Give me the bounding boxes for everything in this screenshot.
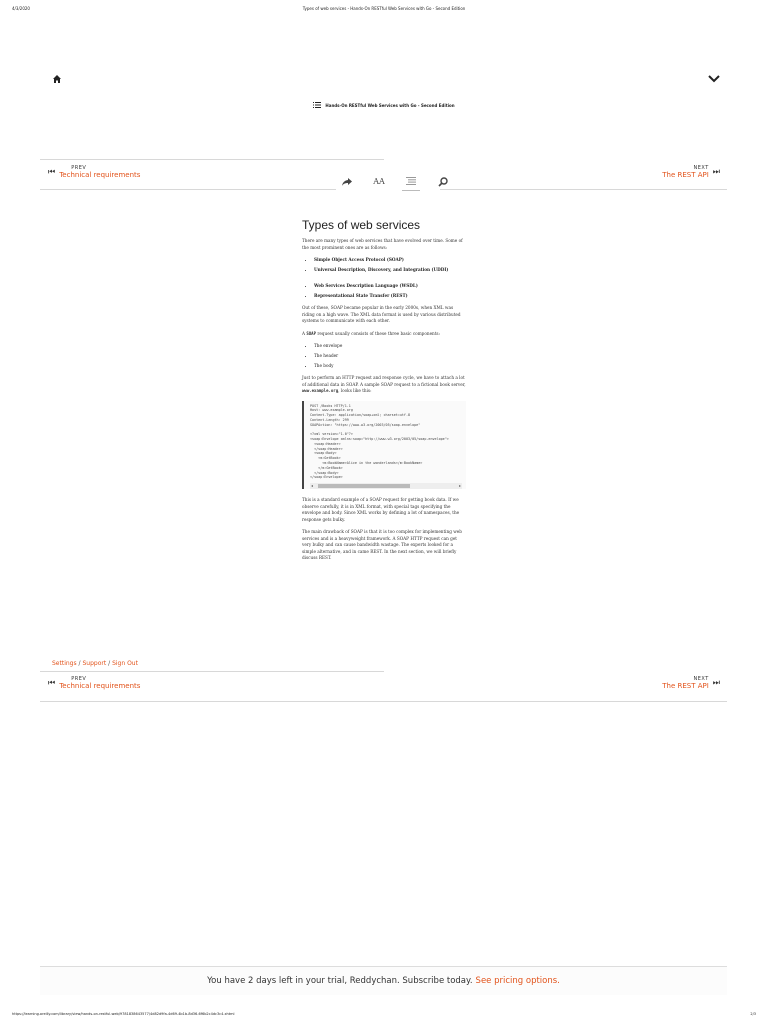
- skip-next-icon: ⏭: [712, 678, 720, 687]
- print-date: 4/3/2020: [12, 6, 30, 11]
- page-title: Types of web services: [302, 218, 421, 232]
- table-of-contents-icon[interactable]: [402, 172, 420, 191]
- list-item: • The envelope: [314, 343, 466, 349]
- separator: /: [78, 660, 81, 667]
- paragraph: There are many types of web services that have evolved over time. Some of the most prominent ones are as follows:: [302, 238, 463, 250]
- support-link[interactable]: Support: [82, 660, 107, 667]
- inline-code: SOAP: [306, 330, 316, 336]
- service-list: [302, 257, 466, 299]
- list-item: • Simple Object Access Protocol (SOAP): [314, 257, 466, 263]
- paragraph: Out of these, SOAP became popular in the early 2000s, when XML was riding on a high wave. The XML data format is used by various distributed systems to communicate with each other.: [302, 305, 461, 323]
- text-span: request usually consists of these three basic components:: [316, 330, 440, 336]
- skip-next-icon: ⏭: [712, 167, 720, 176]
- share-icon[interactable]: [338, 173, 356, 191]
- list-item: • The header: [314, 353, 466, 359]
- next-link[interactable]: The REST API: [662, 171, 709, 179]
- divider: [40, 701, 727, 702]
- list-item: • Universal Description, Discovery, and Integration (UDDI): [314, 267, 466, 273]
- paragraph: [302, 375, 466, 395]
- prev-label: PREV: [71, 676, 87, 682]
- skip-previous-icon: ⏮: [48, 167, 56, 176]
- text-span: A: [302, 330, 307, 336]
- reader-toolbar: [338, 172, 452, 191]
- list-item: • The body: [314, 363, 466, 369]
- separator: /: [108, 660, 111, 667]
- print-page-number: 2/3: [750, 1012, 756, 1016]
- trial-text: You have 2 days left in your trial, Reddychan. Subscribe today.: [207, 976, 473, 986]
- divider: [40, 159, 384, 160]
- font-size-label: AA: [373, 177, 385, 186]
- next-nav-bottom[interactable]: [662, 676, 720, 690]
- divider: [40, 671, 384, 672]
- book-title: Hands-On RESTful Web Services with Go - Second Edition: [325, 103, 455, 108]
- list-icon: [313, 102, 321, 109]
- print-url: https://learning.oreilly.com/library/view/hands-on-restful-web/9781838643577/4d82d9fa-4d69-4b1b-8d36-6f6b2c4dc3c4.xhtml: [12, 1012, 235, 1016]
- prev-nav-top[interactable]: [48, 165, 140, 179]
- text-span: Just to perform an HTTP request and response cycle, we have to attach a lot of additional data in SOAP. A sample SOAP request to a fictional book server,: [302, 375, 466, 387]
- next-nav-top[interactable]: [662, 165, 720, 179]
- signout-link[interactable]: Sign Out: [112, 660, 138, 667]
- skip-previous-icon: ⏮: [48, 678, 56, 687]
- home-icon[interactable]: [50, 72, 64, 86]
- paragraph: This is a standard example of a SOAP request for getting book data. If we observe carefully, it is in XML format, with special tags specifying the envelope and body. Since XML works by defining a lot of namespaces, the response gets bulky.: [302, 497, 460, 522]
- inline-code: www.example.org: [302, 388, 339, 393]
- divider: [40, 189, 336, 190]
- code-text: POST /Books HTTP/1.1 Host: www.example.org Content-Type: application/soap+xml; charset=utf-8 Content-Length: 299 SOAPAction: "https://www.w3.org/2003/05/soap-envelope" <?xml version="1.0"?> <soap:Envelope xmlns:soap="http://www.w3.org/2003/05/soap-envelope"> <soap:Header> </soap:Header> <soap:Body> <m:GetBook> <m:BookName>Alice in the wonderlands</m:BookName> </m:GetBook> </soap:Body> </soap:Envelope>: [310, 403, 449, 480]
- trial-banner: [40, 966, 727, 995]
- code-block: [302, 401, 466, 490]
- print-title: Types of web services - Hands-On RESTful Web Services with Go - Second Edition: [302, 6, 466, 11]
- scroll-left-icon[interactable]: ◂: [311, 483, 314, 489]
- prev-label: PREV: [71, 165, 87, 171]
- list-item: • Web Services Description Language (WSDL): [314, 283, 466, 289]
- chevron-down-icon[interactable]: [706, 72, 722, 86]
- book-title-link[interactable]: [0, 102, 768, 109]
- text-span: , looks like this:: [338, 388, 372, 393]
- scroll-right-icon[interactable]: ▸: [458, 483, 461, 489]
- next-label: NEXT: [693, 165, 709, 171]
- horizontal-scrollbar[interactable]: [310, 483, 462, 489]
- article: [302, 218, 466, 568]
- list-item: • Representational State Transfer (REST): [314, 293, 466, 299]
- pricing-link[interactable]: See pricing options.: [475, 976, 560, 986]
- settings-link[interactable]: Settings: [52, 660, 77, 667]
- prev-link[interactable]: Technical requirements: [59, 682, 141, 690]
- footer-links: [52, 660, 138, 667]
- next-link[interactable]: The REST API: [662, 682, 709, 690]
- paragraph: [302, 331, 466, 338]
- next-label: NEXT: [693, 676, 709, 682]
- component-list: [302, 343, 466, 369]
- prev-link[interactable]: Technical requirements: [59, 171, 141, 179]
- paragraph: The main drawback of SOAP is that it is too complex for implementing web services and is a heavyweight framework. A SOAP HTTP request can get very bulky and can cause bandwidth wastage. The experts looked for a simple alternative, and in came REST. In the next section, we will briefly discuss REST.: [302, 529, 462, 561]
- prev-nav-bottom[interactable]: [48, 676, 140, 690]
- divider: [440, 189, 727, 190]
- scroll-thumb[interactable]: [318, 484, 410, 488]
- search-icon[interactable]: [434, 173, 452, 191]
- font-size-icon[interactable]: [370, 173, 388, 191]
